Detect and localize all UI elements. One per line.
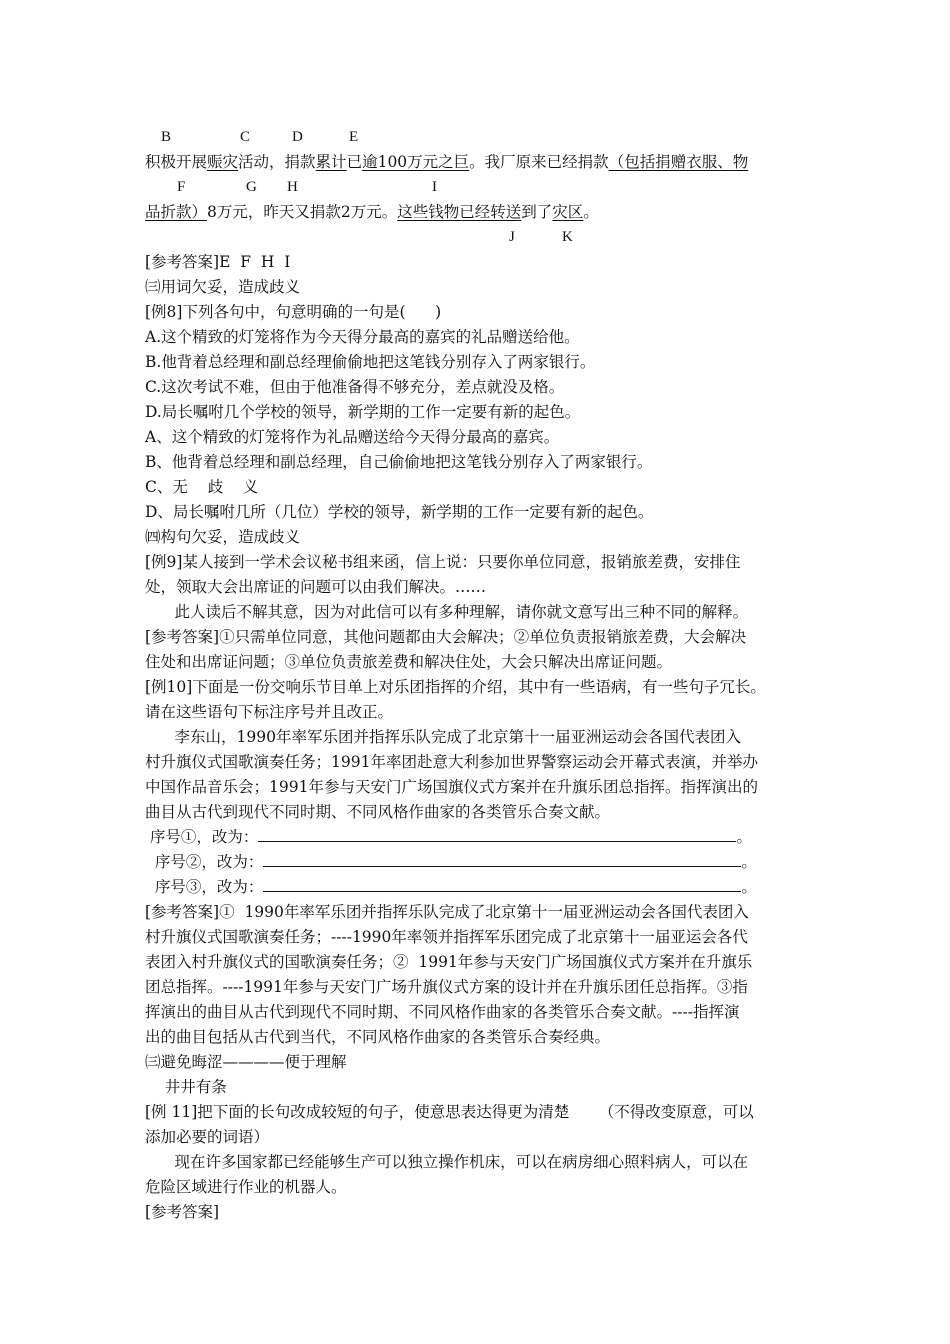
fill-label: 序号②，改为： [145,853,264,871]
example-10-line: 请在这些语句下标注序号并且改正。 [145,703,394,721]
marker-k: K [562,229,573,245]
underlined-f-cont: 品折款） [145,203,208,221]
example-9-answer-line: [参考答案]①只需单位同意，其他问题都由大会解决；②单位负责报销旅差费，大会解决 [145,628,747,646]
example-8-answer-c: C、无 歧 义 [145,478,259,496]
example-8-option-d: D.局长嘱咐几个学校的领导，新学期的工作一定要有新的起色。 [145,403,581,421]
paragraph-line-1 [145,152,748,172]
example-10-line: 李东山，1990年率军乐团并指挥乐队完成了北京第十一届亚洲运动会各国代表团入 [145,728,742,746]
section-3-title: ㈢用词欠妥，造成歧义 [145,278,301,296]
marker-f: F [177,179,186,195]
section-5-title: ㈢避免晦涩————便于理解 [145,1053,347,1071]
example-9-line: 处，领取大会出席证的问题可以由我们解决。…… [145,578,487,596]
answer-a: [参考答案]E F H I [145,253,291,271]
example-8-question: [例8]下列各句中，句意明确的一句是( ) [145,303,442,321]
underlined-d-e: 逾100万元之巨 [362,153,470,171]
example-10-line: 曲目从古代到现代不同时期、不同风格作曲家的各类管乐合奏文献。 [145,803,611,821]
marker-e: E [349,129,359,145]
fill-label: 序号①，改为： [145,828,259,846]
answer-blank-1[interactable] [258,828,736,842]
example-8-answer-d: D、局长嘱咐几所（几位）学校的领导，新学期的工作一定要有新的起色。 [145,503,654,521]
fill-end: 。 [741,878,757,896]
text-run: 到了 [521,203,553,221]
marker-j: J [509,229,515,245]
text-run: 。我厂原来已经捐款 [469,153,609,171]
underlined-k: 灾区 [552,203,584,221]
example-9-line: 此人读后不解其意，因为对此信可以有多种理解，请你就文意写出三种不同的解释。 [145,603,749,621]
example-10-answer-line: 出的曲目包括从古代到当代，不同风格作曲家的各类管乐合奏经典。 [145,1028,611,1046]
underlined-f: （包括捐赠衣服、物 [608,153,749,171]
example-10-line: [例10]下面是一份交响乐节目单上对乐团指挥的介绍，其中有一些语病，有一些句子冗长。 [145,678,766,696]
example-8-option-a: A.这个精致的灯笼将作为今天得分最高的嘉宾的礼品赠送给他。 [145,328,580,346]
underlined-i: 这些钱物已经转送 [397,203,522,221]
answer-blank-2[interactable] [263,853,741,867]
example-10-answer-line: 村升旗仪式国歌演奏任务；----1990年率领并指挥军乐团完成了北京第十一届亚运会各代 [145,928,748,946]
example-11-line: 现在许多国家都已经能够生产可以独立操作机床，可以在病房细心照料病人，可以在 [145,1153,749,1171]
text-run: 。 [583,203,599,221]
underlined-b: 赈灾 [207,153,239,171]
example-11-line: 危险区域进行作业的机器人。 [145,1178,347,1196]
paragraph-line-2 [145,202,599,222]
fill-line-3 [145,877,757,897]
section-5-subtitle: 井井有条 [145,1078,227,1096]
marker-g: G [246,179,257,195]
fill-line-2 [145,852,757,872]
text-run: 活动，捐款 [238,153,316,171]
text-run: 已 [346,153,363,171]
example-8-option-b: B.他背着总经理和副总经理偷偷地把这笔钱分别存入了两家银行。 [145,353,596,371]
example-10-line: 中国作品音乐会；1991年参与天安门广场国旗仪式方案并在升旗乐团总指挥。指挥演出的 [145,778,758,796]
example-8-option-c: C.这次考试不难，但由于他准备得不够充分，差点就没及格。 [145,378,565,396]
fill-end: 。 [741,853,757,871]
example-10-answer-line: 表团入村升旗仪式的国歌演奏任务；② 1991年参与天安门广场国旗仪式方案并在升旗乐 [145,953,753,971]
example-8-answer-b: B、他背着总经理和副总经理，自己偷偷地把这笔钱分别存入了两家银行。 [145,453,653,471]
fill-end: 。 [736,828,752,846]
example-11-line: [例 11]把下面的长句改成较短的句子，使意思表达得更为清楚 （不得改变原意，可以 [145,1103,754,1121]
example-9-answer-line: 住处和出席证问题；③单位负责旅差费和解决住处，大会只解决出席证问题。 [145,653,673,671]
text-run: 积极开展 [145,153,208,171]
marker-i: I [432,179,437,195]
fill-line-1 [145,827,752,847]
example-10-answer-line: [参考答案]① 1990年率军乐团并指挥乐队完成了北京第十一届亚洲运动会各国代表团入 [145,903,749,921]
answer-blank-3[interactable] [263,878,741,892]
fill-label: 序号③，改为： [145,878,264,896]
marker-d: D [292,129,303,145]
underlined-c: 累计 [315,153,347,171]
example-11-answer-label: [参考答案] [145,1203,220,1221]
example-9-line: [例9]某人接到一学术会议秘书组来函，信上说：只要你单位同意，报销旅差费，安排住 [145,553,741,571]
example-10-answer-line: 挥演出的曲目从古代到现代不同时期、不同风格作曲家的各类管乐合奏文献。----指挥演 [145,1003,740,1021]
marker-h: H [287,179,298,195]
example-10-answer-line: 团总指挥。----1991年参与天安门广场升旗仪式方案的设计并在升旗乐团任总指挥。③指 [145,978,748,996]
example-8-answer-a: A、这个精致的灯笼将作为礼品赠送给今天得分最高的嘉宾。 [145,428,560,446]
section-4-title: ㈣构句欠妥，造成歧义 [145,528,301,546]
example-11-line: 添加必要的词语） [145,1128,270,1146]
text-run: 8万元，昨天又捐款2万元。 [207,203,398,221]
marker-c: C [240,129,251,145]
marker-b: B [161,129,172,145]
example-10-line: 村升旗仪式国歌演奏任务；1991年率团赴意大利参加世界警察运动会开幕式表演，并举办 [145,753,758,771]
